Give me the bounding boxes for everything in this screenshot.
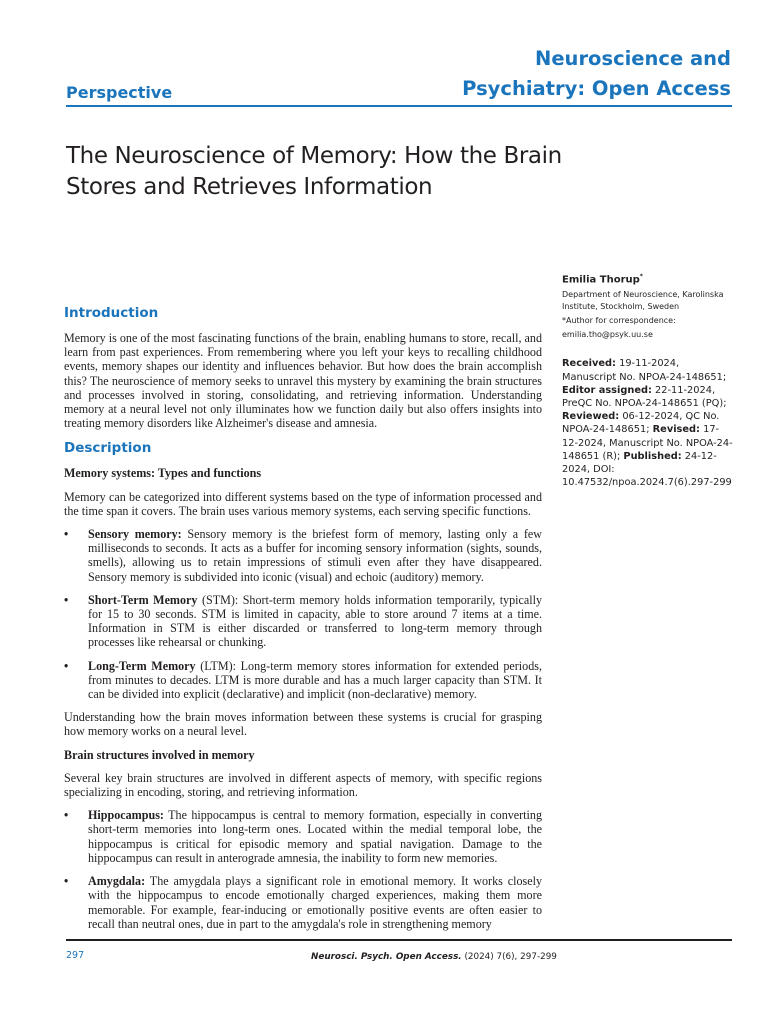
subheading-brain-structures: Brain structures involved in memory [64, 747, 255, 762]
memory-systems-paragraph: Memory can be categorized into different systems based on the type of information processed and the time span it covers. The brain uses various memory systems, each serving specific functions. [64, 489, 542, 518]
author-email: emilia.tho@psyk.uu.se [562, 330, 653, 340]
author-name: Emilia Thorup* [562, 273, 643, 286]
article-type: Perspective [66, 83, 173, 102]
author-mark: * [639, 273, 643, 280]
list-item: • Sensory memory: Sensory memory is the briefest form of memory, lasting only a few milliseconds to seconds. It acts as a buffer for incoming sensory information (sights, sounds, smells), allowing us to retain impressions of stimuli even after they have disappeared. Sensory memory is subdivided into iconic (visual) and echoic (auditory) memory. [64, 527, 542, 584]
bullet-icon: • [64, 527, 69, 542]
brain-structures-list [64, 808, 542, 931]
article-dates: Received: 19-11-2024, Manuscript No. NPOA-24-148651; Editor assigned: 22-11-2024, PreQC No. NPOA-24-148651 (PQ); Reviewed: 06-12-2024, QC No. NPOA-24-148651; Revised: 17-12-2024, Manuscript No. NPOA-24-148651 (R); Published: 24-12-2024, DOI: 10.47532/npoa.2024.7(6).297-299 [562, 358, 733, 489]
correspondence-label: *Author for correspondence: [562, 316, 676, 326]
article-title: The Neuroscience of Memory: How the Brain Stores and Retrieves Information [66, 143, 562, 200]
introduction-paragraph: Memory is one of the most fascinating functions of the brain, enabling humans to store, recall, and learn from past experiences. From remembering where you left your keys to recalling childhood events, memory shapes our identity and influences behavior. But how does the brain accomplish this? The neuroscience of memory seeks to unravel this mystery by examining the brain structures and processes involved in storing, consolidating, and retrieving information. Understanding memory at a neural level not only illuminates how we function daily but also offers insights into treating memory disorders like Alzheimer's disease and amnesia. [64, 331, 542, 431]
bullet-icon: • [64, 592, 69, 607]
list-item: • Long-Term Memory (LTM): Long-term memory stores information for extended periods, from minutes to decades. LTM is more durable and has a much larger capacity than STM. It can be divided into explicit (declarative) and implicit (non-declarative) memory. [64, 658, 542, 702]
footer-divider [66, 939, 732, 941]
bullet-icon: • [64, 808, 69, 823]
transition-paragraph: Understanding how the brain moves information between these systems is crucial for grasping how memory works on a neural level. [64, 710, 542, 739]
page-number: 297 [66, 950, 85, 961]
journal-name-line2: Psychiatry: Open Access [462, 77, 731, 100]
article-body [64, 304, 542, 940]
list-item: • Short-Term Memory (STM): Short-term memory holds information temporarily, typically for 15 to 30 seconds. STM is limited in capacity, able to store around 7 items at a time. Information in STM is either discarded or transferred to long-term memory through processes like rehearsal or chunking. [64, 592, 543, 650]
introduction-heading: Introduction [64, 305, 159, 321]
brain-structures-paragraph: Several key brain structures are involved in different aspects of memory, with specific regions specializing in encoding, storing, and retrieving information. [64, 770, 542, 800]
author-sidebar [562, 270, 734, 489]
memory-systems-list [64, 527, 542, 701]
footer-citation: Neurosci. Psych. Open Access. (2024) 7(6), 297-299 [311, 952, 557, 962]
bullet-icon: • [64, 874, 69, 889]
bullet-icon: • [64, 658, 69, 673]
list-item: • Hippocampus: The hippocampus is central to memory formation, especially in converting short-term memories into long-term ones. Located within the medial temporal lobe, the hippocampus is critical for episodic memory and spatial navigation. Damage to the hippocampus can result in anterograde amnesia, the inability to form new memories. [64, 808, 542, 865]
subheading-memory-systems: Memory systems: Types and functions [64, 466, 262, 481]
author-affiliation: Department of Neuroscience, Karolinska Institute, Stockholm, Sweden [562, 290, 724, 312]
list-item: • Amygdala: The amygdala plays a significant role in emotional memory. It works closely with the hippocampus to encode emotionally charged experiences, making them more memorable. For example, fear-inducing or emotionally positive events are often easier to recall than neutral ones, due in part to the amygdala's role in strengthening memory [64, 874, 542, 931]
description-heading: Description [64, 440, 152, 457]
journal-name [462, 44, 731, 104]
journal-name-line1: Neuroscience and [535, 47, 731, 70]
header-divider [66, 105, 732, 107]
